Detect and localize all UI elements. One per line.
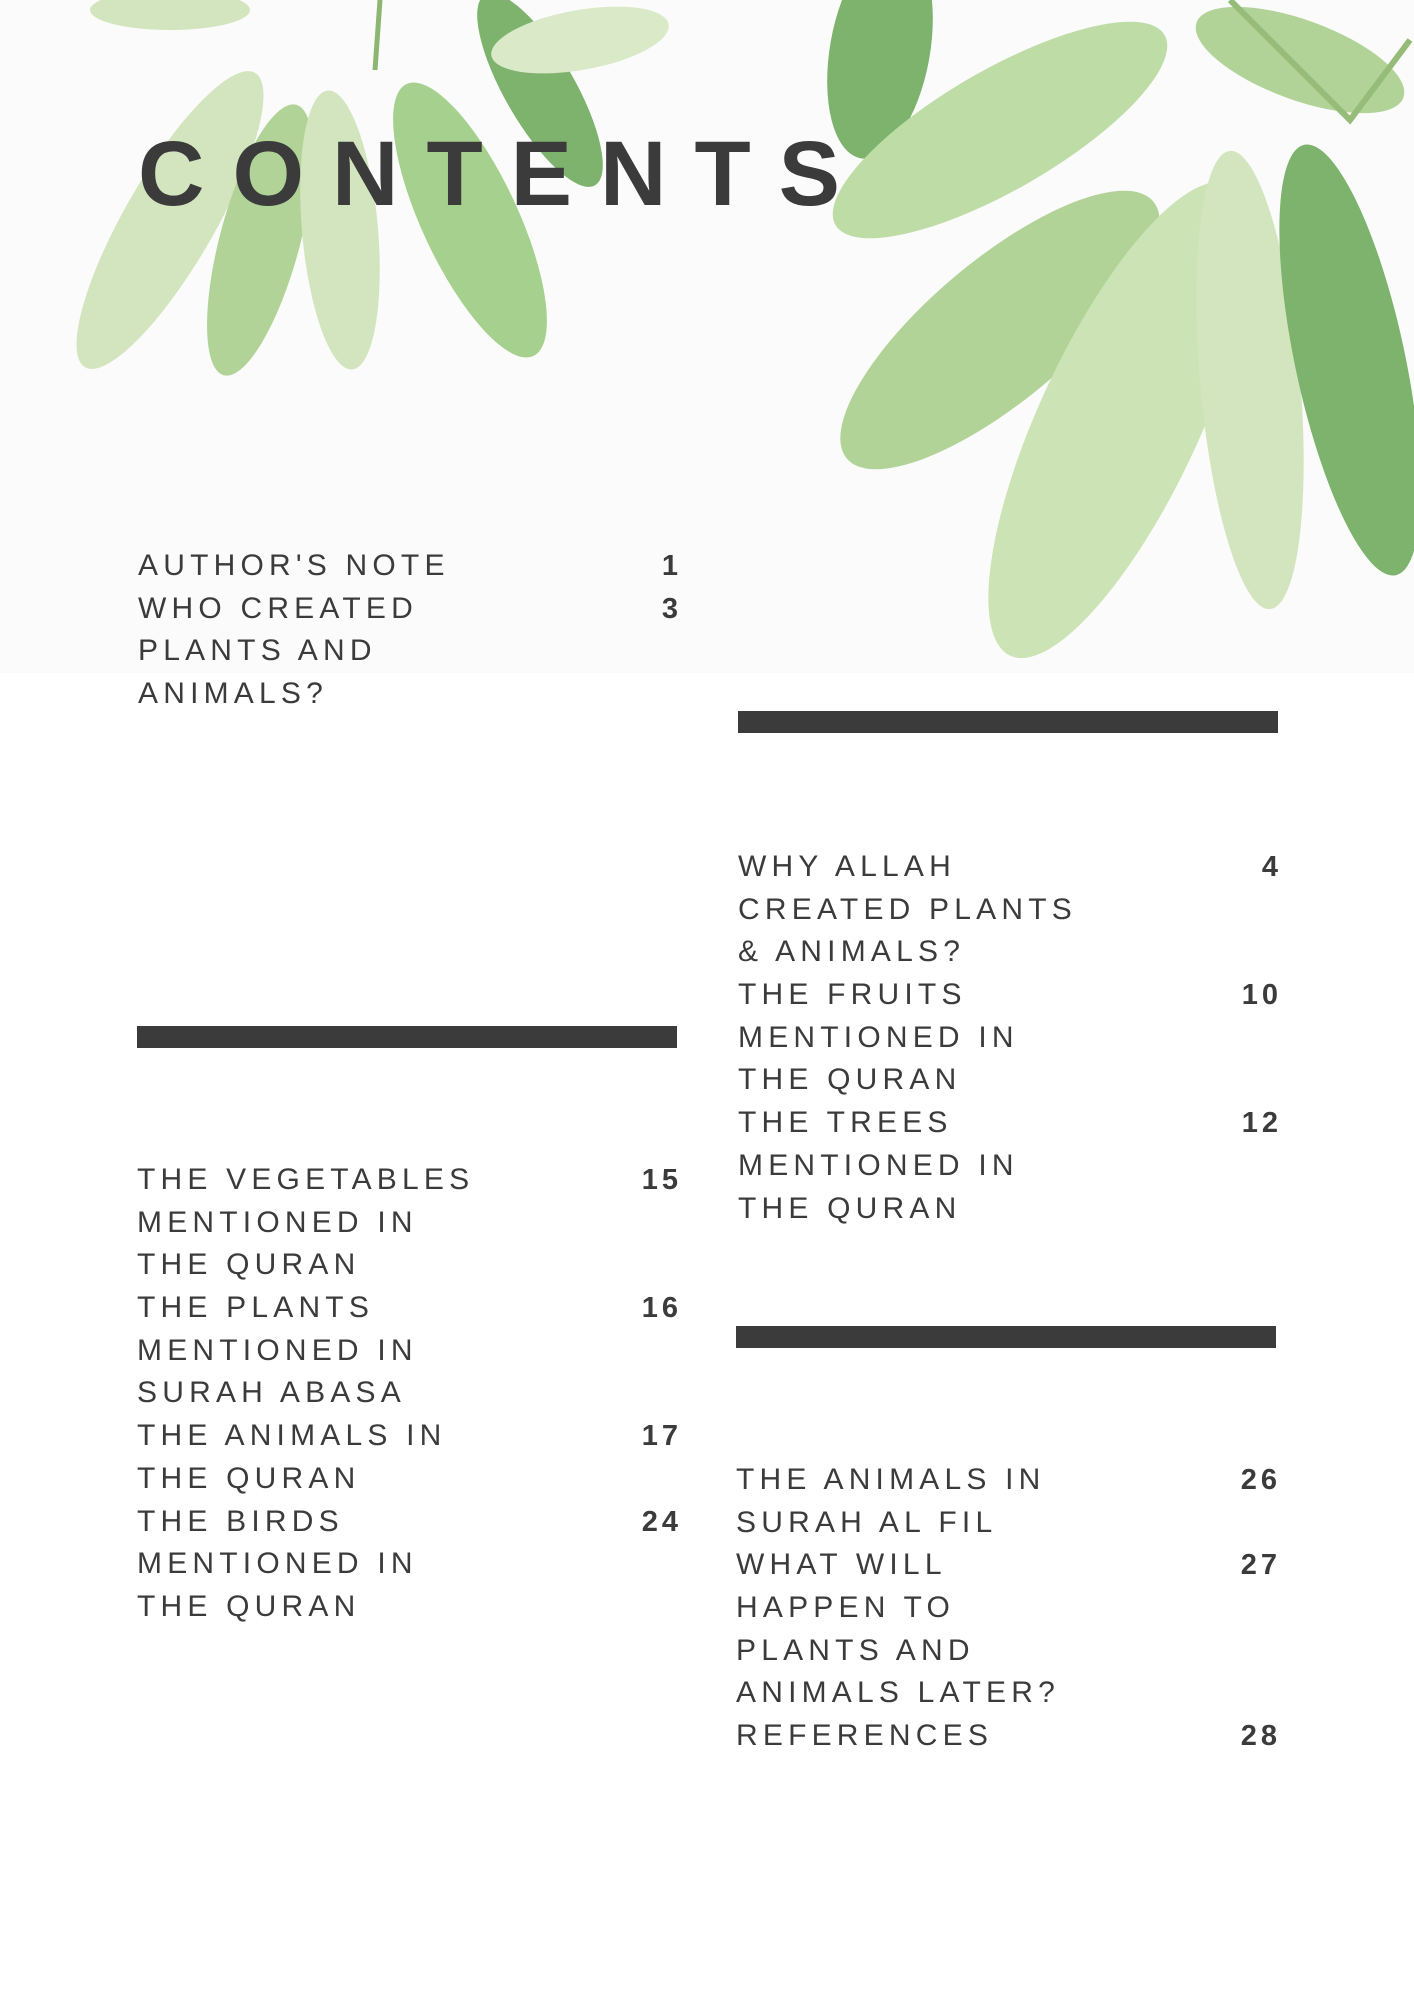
toc-entry-title-line: SURAH ABASA xyxy=(137,1376,406,1410)
toc-entry-title-line: THE QURAN xyxy=(738,1191,962,1225)
toc-entry-title-line: ANIMALS LATER? xyxy=(736,1676,1060,1710)
toc-page-number: 15 xyxy=(641,1164,682,1196)
toc-entry[interactable] xyxy=(138,545,682,588)
toc-entry-title-line: THE TREES xyxy=(738,1106,953,1140)
toc-entry-title-line: MENTIONED IN xyxy=(137,1333,418,1367)
toc-entry[interactable] xyxy=(137,1159,682,1287)
toc-entry[interactable] xyxy=(738,846,1282,974)
toc-entry-title-line: WHO CREATED xyxy=(138,591,418,625)
toc-entry-title-line: THE QURAN xyxy=(738,1063,962,1097)
toc-entry[interactable] xyxy=(137,1287,682,1415)
toc-page-number: 24 xyxy=(641,1505,682,1538)
toc-entry-title-line: CREATED PLANTS xyxy=(738,892,1077,926)
toc-page-number: 16 xyxy=(641,1292,682,1325)
toc-page-number: 26 xyxy=(1240,1464,1281,1496)
toc-entry-title-line: THE FRUITS xyxy=(738,978,967,1012)
toc-entry-title-line: REFERENCES xyxy=(736,1719,994,1753)
divider-bar xyxy=(137,1026,677,1048)
toc-entry-title-line: MENTIONED IN xyxy=(137,1205,418,1239)
toc-entry-title-line: THE BIRDS xyxy=(137,1504,344,1538)
toc-page-number: 10 xyxy=(1241,979,1282,1012)
toc-entry[interactable] xyxy=(137,1415,682,1500)
toc-entry-title-line: WHAT WILL xyxy=(736,1548,947,1582)
toc-entry[interactable] xyxy=(736,1459,1281,1544)
divider-bar xyxy=(738,711,1278,733)
toc-page-number: 28 xyxy=(1240,1720,1281,1753)
page-title: CONTENTS xyxy=(138,123,868,225)
toc-entry-title-line: THE QURAN xyxy=(137,1589,361,1623)
toc-entry-title-line: THE VEGETABLES xyxy=(137,1163,475,1196)
toc-group-3 xyxy=(137,1159,682,1629)
toc-entry[interactable] xyxy=(736,1715,1281,1758)
toc-page-number: 17 xyxy=(641,1420,682,1453)
toc-entry-title-line: THE ANIMALS IN xyxy=(736,1463,1046,1496)
toc-entry-title-line: SURAH AL FIL xyxy=(736,1505,998,1539)
toc-page-number: 1 xyxy=(661,550,682,582)
toc-entry-title-line: AUTHOR'S NOTE xyxy=(138,549,450,582)
toc-entry[interactable] xyxy=(137,1501,682,1629)
toc-entry[interactable] xyxy=(138,588,682,716)
toc-entry-title-line: & ANIMALS? xyxy=(738,935,966,969)
toc-entry-title-line: WHY ALLAH xyxy=(738,850,956,883)
toc-entry-title-line: MENTIONED IN xyxy=(137,1547,418,1581)
toc-entry-title-line: HAPPEN TO xyxy=(736,1591,956,1625)
toc-entry-title-line: ANIMALS? xyxy=(138,677,328,711)
toc-entry-title-line: THE QURAN xyxy=(137,1248,361,1282)
toc-page-number: 27 xyxy=(1240,1549,1281,1582)
toc-entry-title-line: MENTIONED IN xyxy=(738,1020,1019,1054)
toc-entry[interactable] xyxy=(738,1102,1282,1230)
toc-page-number: 12 xyxy=(1241,1107,1282,1140)
toc-group-4 xyxy=(736,1459,1281,1758)
toc-group-2 xyxy=(738,846,1282,1230)
toc-entry-title-line: THE PLANTS xyxy=(137,1291,375,1325)
toc-entry-title-line: MENTIONED IN xyxy=(738,1148,1019,1182)
toc-page-number: 4 xyxy=(1261,851,1282,883)
toc-page-number: 3 xyxy=(661,592,682,625)
toc-entry-title-line: PLANTS AND xyxy=(736,1633,975,1667)
toc-entry-title-line: THE ANIMALS IN xyxy=(137,1419,447,1453)
toc-entry[interactable] xyxy=(738,974,1282,1102)
toc-entry-title-line: THE QURAN xyxy=(137,1461,361,1495)
toc-group-1 xyxy=(138,545,682,716)
toc-entry-title-line: PLANTS AND xyxy=(138,634,377,668)
divider-bar xyxy=(736,1326,1276,1348)
toc-entry[interactable] xyxy=(736,1544,1281,1715)
